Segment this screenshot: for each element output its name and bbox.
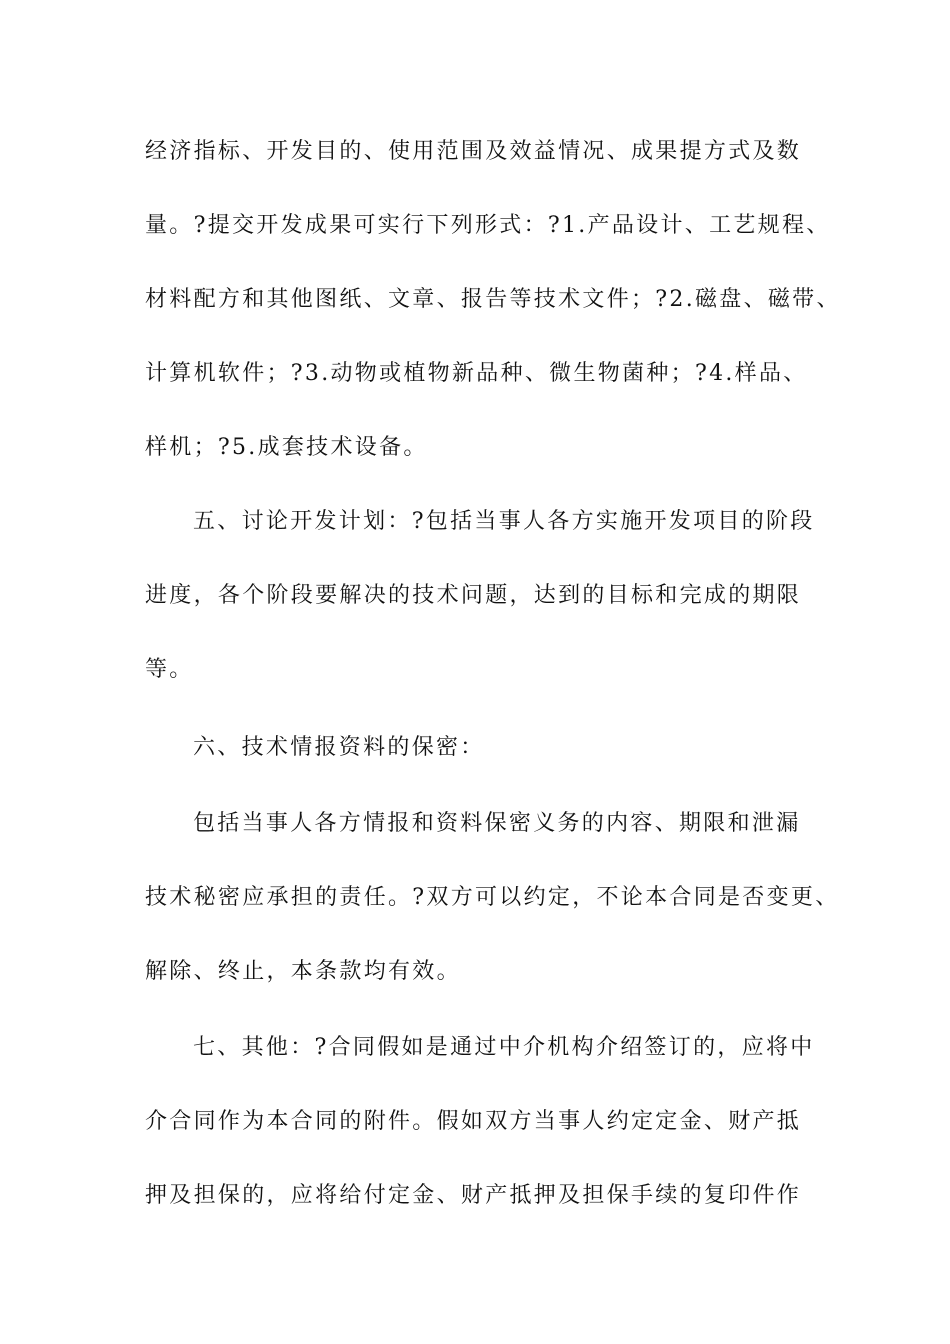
text-line: 进度，各个阶段要解决的技术问题，达到的目标和完成的期限 <box>145 583 802 608</box>
text-line: 技术秘密应承担的责任。?双方可以约定，不论本合同是否变更、 <box>145 885 840 910</box>
text-line: 解除、终止，本条款均有效。 <box>145 959 461 984</box>
section-five-line: 五、讨论开发计划：?包括当事人各方实施开发项目的阶段 <box>193 509 815 534</box>
section-seven-line: 七、其他：?合同假如是通过中介机构介绍签订的，应将中 <box>193 1035 815 1060</box>
text-line: 样机；?5.成套技术设备。 <box>145 435 428 460</box>
section-six-line: 包括当事人各方情报和资料保密义务的内容、期限和泄漏 <box>193 811 801 836</box>
text-line: 等。 <box>145 657 194 682</box>
text-line: 经济指标、开发目的、使用范围及效益情况、成果提方式及数 <box>145 139 802 164</box>
section-six-heading: 六、技术情报资料的保密： <box>193 735 485 760</box>
text-line: 材料配方和其他图纸、文章、报告等技术文件；?2.磁盘、磁带、 <box>145 287 841 312</box>
text-line: 计算机软件；?3.动物或植物新品种、微生物菌种；?4.样品、 <box>145 361 808 386</box>
text-line: 介合同作为本合同的附件。假如双方当事人约定定金、财产抵 <box>145 1109 802 1134</box>
text-line: 量。?提交开发成果可实行下列形式：?1.产品设计、工艺规程、 <box>145 213 831 238</box>
text-line: 押及担保的，应将给付定金、财产抵押及担保手续的复印件作 <box>145 1183 802 1208</box>
